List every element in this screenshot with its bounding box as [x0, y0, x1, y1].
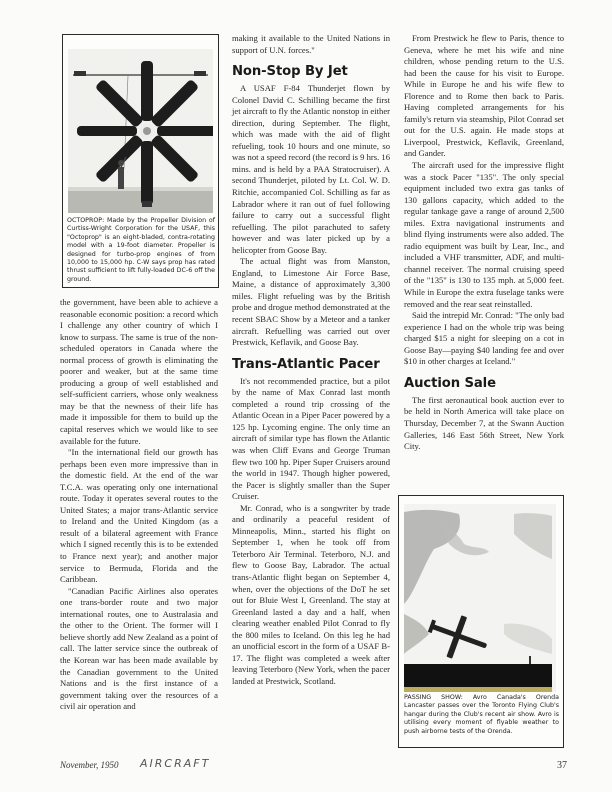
paragraph: The aircraft used for the impressive flight was a stock Pacer "135". The only special equipment included two extra gas tanks of 130 gallons capacity, which added to the regular tankage gave a range of around 2,500 miles. Extra navigational instruments and blind flying instruments were also added. The radio equipment was built by Lear, Inc., and included a VHF transmitter, ADF, and multi-channel receiver. The normal cruising speed of the "135" is 130 to 135 mph. at 5,000 feet. While in Europe the extra fuselage tanks were removed and the rear seat reinstalled. [404, 160, 564, 309]
column-2 [232, 33, 390, 687]
paragraph: "In the international field our growth has perhaps been even more impressive than in the domestic field. At the end of the war T.C.A. was operating only one international route. Today it operates several routes to the United States; a major trans-Atlantic service to Ireland and the United Kingdom (as a result of a bilateral agreement with France which I signed recently this is to be extended to France next year); and another major service to Bermuda, Florida and the Caribbean. [60, 447, 218, 585]
lancaster-photo [404, 504, 556, 692]
section-heading-trans-atlantic-pacer: Trans-Atlantic Pacer [232, 356, 380, 372]
column-1 [60, 297, 218, 713]
caption-highlight [404, 687, 552, 692]
paragraph: The actual flight was from Manston, England, to Limestone Air Force Base, Maine, a distance of approximately 3,300 miles. Flight refueling was by the British probe and drogue method demonstrated at the recent SBAC Show by a Meteor and a tanker aircraft. Refuelling was carried out over Prestwick, Keflavik, and Goose Bay. [232, 256, 390, 348]
paragraph: making it available to the United Nations in support of U.N. forces." [232, 33, 390, 55]
propeller-illustration [68, 49, 213, 213]
paragraph: the government, have been able to achieve a reasonable economic position: a record which I challenge any other country of which I know to surpass. The same is true of the non-scheduled operators in Canada where the normal process of growth is eliminating the poorer and weaker, but at the same time producing a group of well established and self-sufficient carriers, whose only weakness may be that the newness of their life has made it impossible for them to build up the capital reserves which we would like to see available for the future. [60, 297, 218, 446]
lancaster-illustration [404, 504, 556, 692]
paragraph: Said the intrepid Mr. Conrad: "The only bad experience I had on the whole trip was being charged $15 a night for sleeping on a cot in Goose Bay—paying $40 landing fee and over $10 in other charges at Iceland." [404, 310, 564, 367]
paragraph: From Prestwick he flew to Paris, thence to Geneva, where he met his wife and nine children, whose pending return to the U.S. had been the cause for his visit to Europe. While in Europe he and his wife flew to Florence and to Rome then back to Paris. Having completed arrangements for his family's return via steamship, Pilot Conrad set out for the U.S. again. He made stops at Liverpool, Prestwick, Keflavik, Greenland, and Gander. [404, 33, 564, 159]
passing-show-figure [398, 495, 564, 748]
passing-show-caption: PASSING SHOW: Avro Canada's Orenda Lancaster passes over the Toronto Flying Club's hangar during the Club's recent air show. Avro is utilising every moment of flyable weather to push airborne tests of the Orenda. [404, 694, 559, 735]
octoprop-caption: OCTOPROP: Made by the Propeller Division of Curtiss-Wright Corporation for the USAF, this "Octoprop" is an eight-bladed, contra-rotating model with a 19-foot diameter. Propeller is designed for turbo-prop engines of from 10,000 to 15,000 hp. C-W says prop has rated thrust sufficient to lift fully-loaded DC-6 off the ground. [67, 217, 215, 283]
footer-date: November, 1950 [60, 760, 119, 770]
paragraph: It's not recommended practice, but a pilot by the name of Max Conrad last month completed a round trip crossing of the Atlantic Ocean in a Piper Pacer powered by a 125 hp. Lycoming engine. The only time an aircraft of similar type has flown the Atlantic was when Cliff Evans and George Truman flew two 100 hp. Piper Super Cruisers around the world in 1947. Though higher powered, the Pacer is slightly smaller than the Super Cruiser. [232, 375, 390, 502]
paragraph: Mr. Conrad, who is a songwriter by trade and ordinarily a peaceful resident of Minneapolis, Minn., started his flight on September 1, when he took off from Teterboro Air Terminal. Teterboro, N.J. and flew to Goose Bay, Labrador. The actual trans-Atlantic flight began on September 4, when, over the objections of the DoT he set out for Bluie West I, Greenland. The stay at Greenland lasted a day and a half, when clearing weather enabled Pilot Conrad to fly the 800 miles to Iceland. On this leg he had an unofficial escort in the form of a USAF B-17. The flight was completed a week after leaving Teterboro (New York, when the pacer landed at Prestwick, Scotland. [232, 502, 390, 686]
page-number: 37 [557, 760, 567, 771]
section-heading-non-stop-by-jet: Non-Stop By Jet [232, 64, 348, 80]
footer-magazine-name: AIRCRAFT [140, 757, 211, 770]
column-3 [404, 33, 564, 453]
paragraph: "Canadian Pacific Airlines also operates one trans-border route and two major international routes, one to Australasia and the other to the Orient. The former will I believe shortly add New Zealand as a point of call. The latter service since the outbreak of the Korean war has been made available by the Canadian government to the United Nations and is the first instance of a government taking over the resources of a civil air operation and [60, 585, 218, 712]
octoprop-figure [62, 34, 219, 288]
section-heading-auction-sale: Auction Sale [404, 375, 496, 391]
paragraph: The first aeronautical book auction ever to be held in North America will take place on Thursday, December 7, at the Swann Auction Galleries, 146 East 56th Street, New York City. [404, 394, 564, 452]
octoprop-photo [68, 49, 213, 213]
paragraph: A USAF F-84 Thunderjet flown by Colonel David C. Schilling became the first jet aircraft to fly the Atlantic nonstop in either direction, during September. The flight, which was made with the aid of flight refueling, took 10 hours and one minute, so was not a speed record (the record is 9 hrs. 16 mins. and is held by a PAA Stratocruiser). A second Thunderjet, piloted by Lt. Col. W. D. Ritchie, accompanied Col. Schilling as far as Labrador where it ran out of fuel following failure to carry out a successful flight refuelling. The pilot parachuted to safety however and was later picked up by a helicopter from Goose Bay. [232, 83, 390, 255]
